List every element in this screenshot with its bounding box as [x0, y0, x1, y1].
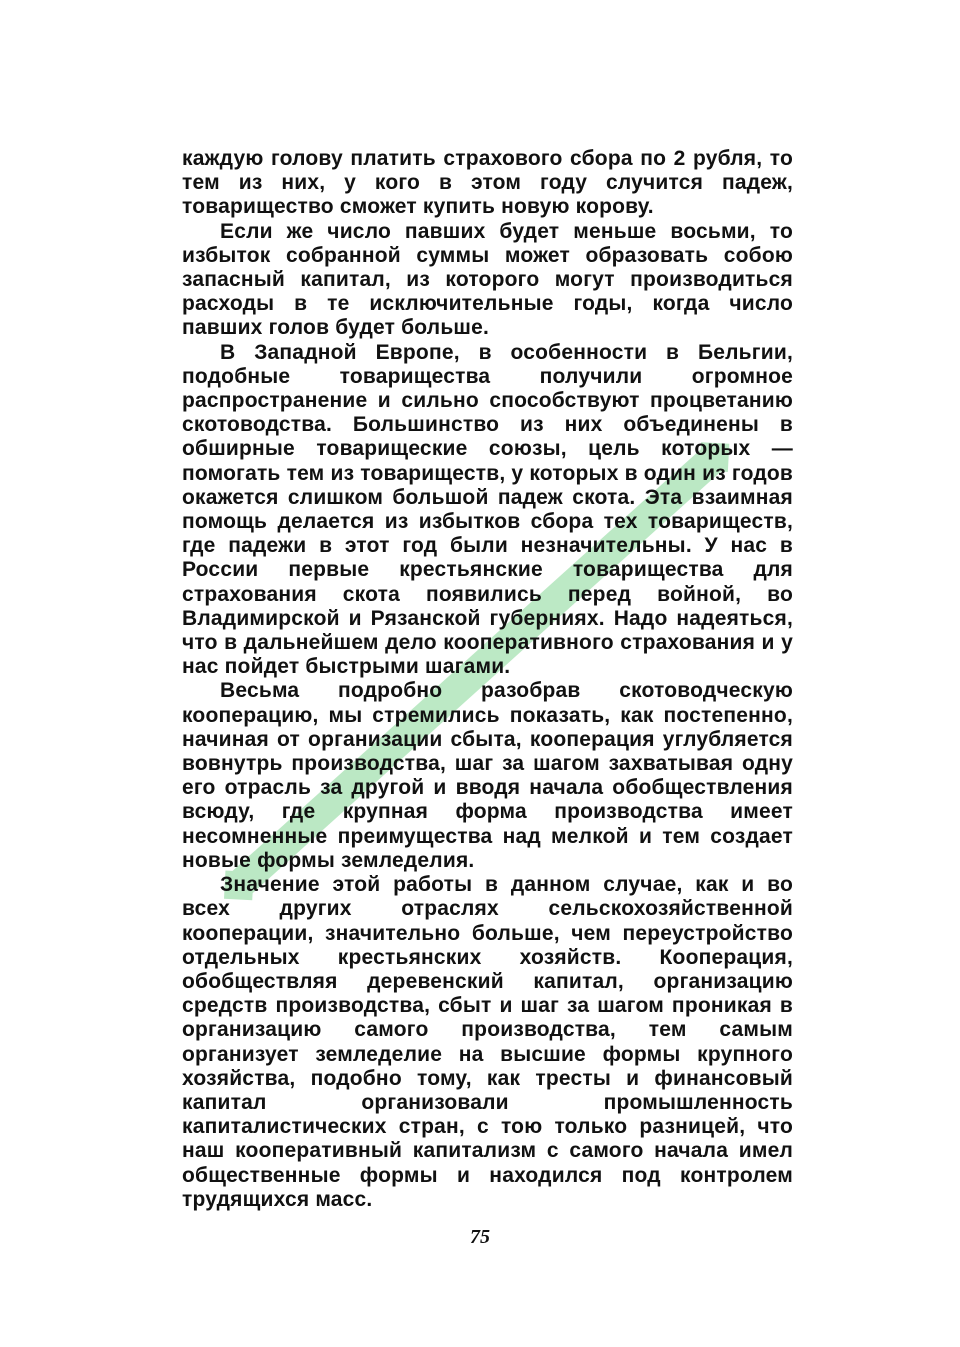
paragraph-4: Весьма подробно разобрав скотоводческую кооперацию, мы стремились показать, как постепенно, начиная от организации сбыта, кооперация углубляется вовнутрь производства, шаг за шагом захватывая одну его отрасль за другой и вводя начала обобществления всюду, где крупная форма производства имеет несомненные преимущества над мелкой и тем создает новые формы земледелия.	[182, 679, 793, 872]
paragraph-2: Если же число павших будет меньше восьми, то избыток собранной суммы может образовать собою запасный капитал, из которого могут производиться расходы в те исключительные годы, когда число павших голов будет больше.	[182, 219, 793, 340]
body-text	[182, 147, 793, 1212]
paragraph-1: каждую голову платить страхового сбора по 2 рубля, то тем из них, у кого в этом году случится падеж, товарищество сможет купить новую корову.	[182, 147, 793, 219]
paragraph-5: Значение этой работы в данном случае, как и во всех других отраслях сельскохозяйственной кооперации, значительно больше, чем переустройство отдельных крестьянских хозяйств. Кооперация, обобществляя деревенский капитал, организацию средств производства, сбыт и шаг за шагом проникая в организацию самого производства, тем самым организует земледелие на высшие формы крупного хозяйства, подобно тому, как тресты и финансовый капитал организовали промышленность капиталистических стран, с тою только разницей, что наш кооперативный капитализм с самого начала имел общественные формы и находился под контролем трудящихся масс.	[182, 873, 793, 1211]
page-number: 75	[470, 1226, 490, 1248]
paragraph-3: В Западной Европе, в особенности в Бельгии, подобные товарищества получили огромное распространение и сильно способствуют процветанию скотоводства. Большинство из них объединены в обширные товарищеские союзы, цель которых — помогать тем из товариществ, у которых в один из годов окажется слишком большой падеж скота. Эта взаимная помощь делается из избытков сбора тех товариществ, где падежи в этот год были незначительны. У нас в России первые крестьянские товарищества для страхования скота появились перед войной, во Владимирской и Рязанской губерниях. Надо надеяться, что в дальнейшем дело кооперативного страхования и у нас пойдет быстрыми шагами.	[182, 340, 793, 679]
